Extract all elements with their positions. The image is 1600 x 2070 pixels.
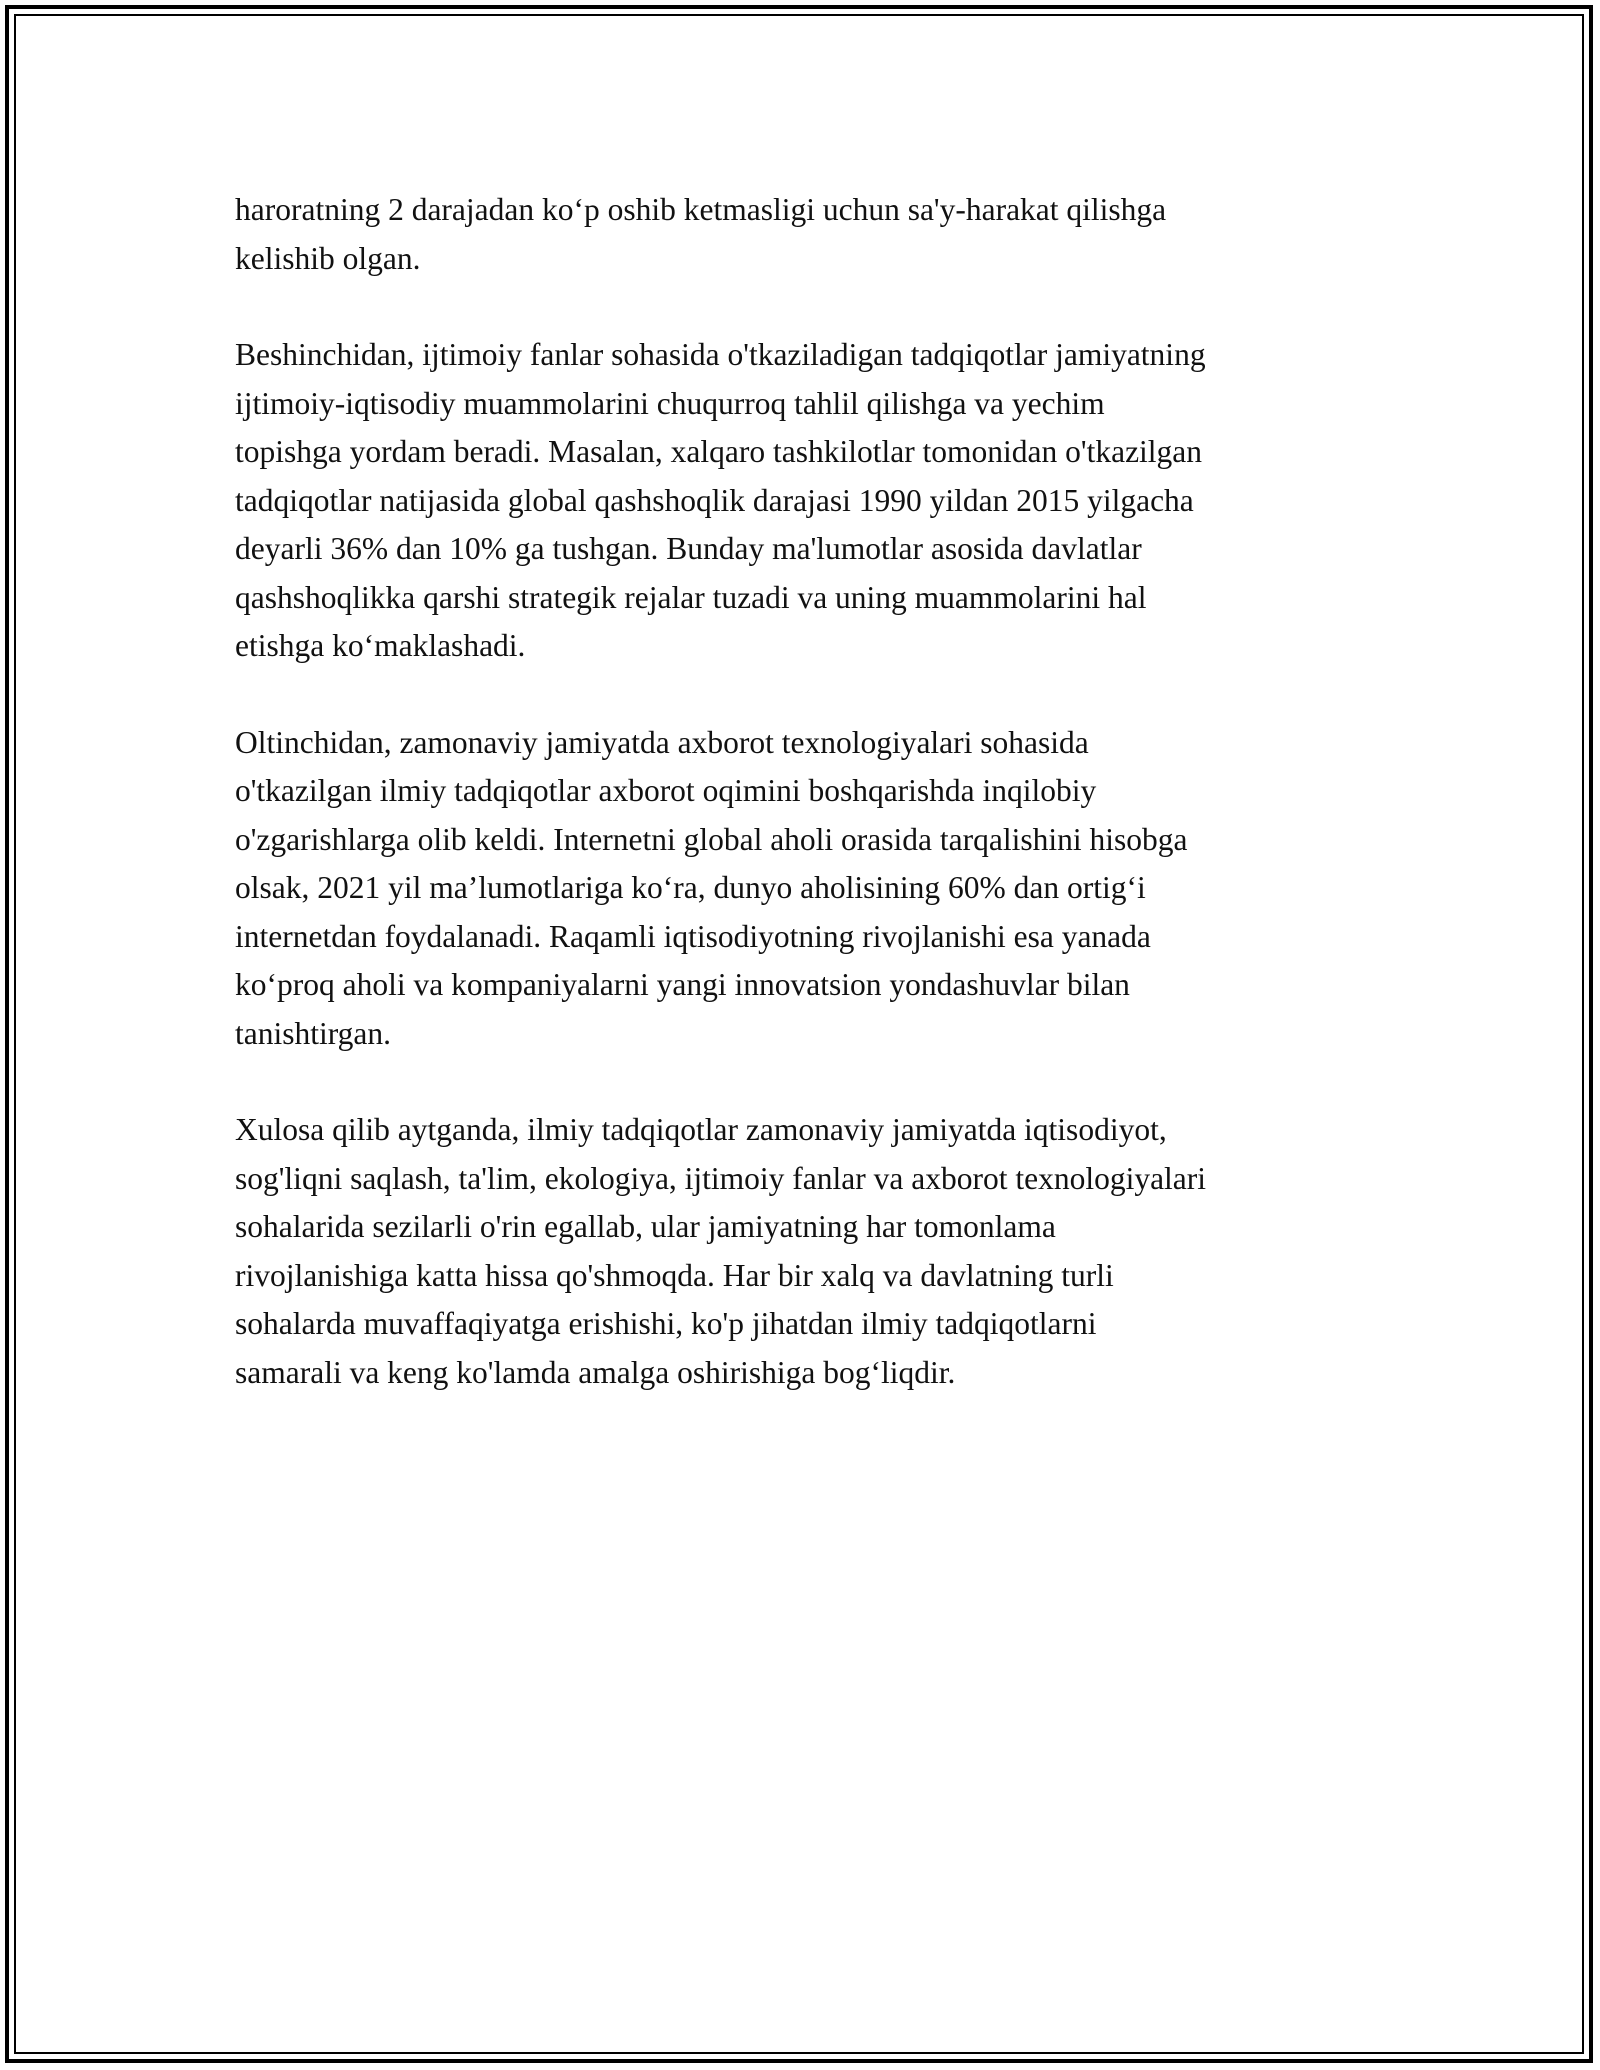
paragraph-conclusion: Xulosa qilib aytganda, ilmiy tadqiqotlar zamonaviy jamiyatda iqtisodiyot, sog'liqni saqlash, ta'lim, ekologiya, ijtimoiy fanlar va axborot texnologiyalari sohalarida sezilarli o'rin egallab, ular jamiyatning har tomonlama rivojlanishiga katta hissa qo'shmoqda. Har bir xalq va davlatning turli sohalarda muvaffaqiyatga erishishi, ko'p jihatdan ilmiy tadqiqotlarni samarali va keng ko'lamda amalga oshirishiga bog‘liqdir. [235,1112,1207,1390]
paragraph-sixth-point: Oltinchidan, zamonaviy jamiyatda axborot texnologiyalari sohasida o'tkazilgan ilmiy tadqiqotlar axborot oqimini boshqarishda inqilobiy o'zgarishlarga olib keldi. Internetni global aholi orasida tarqalishini hisobga olsak, 2021 yil ma’lumotlariga ko‘ra, dunyo aholisining 60% dan ortig‘i internetdan foydalanadi. Raqamli iqtisodiyotning rivojlanishi esa yanada ko‘proq aholi va kompaniyalarni yangi innovatsion yondashuvlar bilan tanishtirgan. [235,724,1188,1051]
paragraph-continuation: haroratning 2 darajadan ko‘p oshib ketmasligi uchun sa'y-harakat qilishga kelishib olgan. [235,192,1167,276]
paragraph-fifth-point: Beshinchidan, ijtimoiy fanlar sohasida o'tkaziladigan tadqiqotlar jamiyatning ijtimoiy-iqtisodiy muammolarini chuqurroq tahlil qilishga va yechim topishga yordam beradi. Masalan, xalqaro tashkilotlar tomonidan o'tkazilgan tadqiqotlar natijasida global qashshoqlik darajasi 1990 yildan 2015 yilgacha deyarli 36% dan 10% ga tushgan. Bunday ma'lumotlar asosida davlatlar qashshoqlikka qarshi strategik rejalar tuzadi va uning muammolarini hal etishga ko‘maklashadi. [235,337,1206,663]
document-body [235,186,1385,1445]
